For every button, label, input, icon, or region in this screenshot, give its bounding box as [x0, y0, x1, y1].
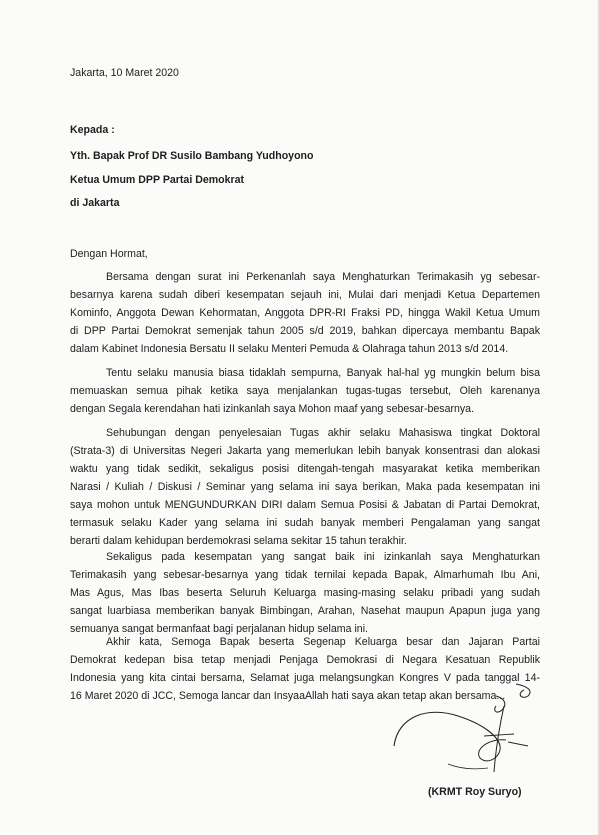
paragraph-line: Sekaligus pada kesempatan yang sangat baik ini izinkanlah saya Menghaturkan — [106, 551, 540, 563]
paragraph-line: Terimakasih yang sebesar-besarnya yang tidak ternilai kepada Bapak, Almarhumah Ibu Ani, — [70, 569, 540, 581]
recipient-title: Ketua Umum DPP Partai Demokrat — [70, 174, 245, 186]
paragraph-line: dalam Kabinet Indonesia Bersatu II selaku Menteri Pemuda & Olahraga tahun 2013 s/d 2014. — [70, 343, 509, 355]
paragraph-line: di DPP Partai Demokrat semenjak tahun 2005 s/d 2019, bahkan dipercaya membantu Bapak — [70, 325, 540, 337]
paragraph-line: dengan Segala kerendahan hati izinkanlah saya Mohon maaf yang sebesar-besarnya. — [70, 403, 475, 415]
paragraph-line: Sehubungan dengan penyelesaian Tugas akhir selaku Mahasiswa tingkat Doktoral — [106, 427, 540, 439]
paragraph-line: 16 Maret 2020 di JCC, Semoga lancar dan InsyaaAllah hati saya akan tetap akan bersama... — [70, 690, 506, 702]
signer-name: (KRMT Roy Suryo) — [428, 786, 522, 798]
paragraph-line: Indonesia yang kita cintai bersama, Selamat juga melangsungkan Kongres V pada tanggal 14- — [70, 672, 540, 684]
to-label: Kepada : — [70, 124, 115, 136]
handwritten-signature — [388, 676, 538, 786]
paragraph-line: Tentu selaku manusia biasa tidaklah sempurna, Banyak hal-hal yg mungkin belum bisa — [106, 367, 540, 379]
paragraph-2 — [70, 364, 540, 418]
paragraph-line: sangat luarbiasa memberikan banyak Bimbingan, Arahan, Nasehat maupun Apapun juga yang — [70, 605, 540, 617]
paragraph-line: besarnya karena sudah diberi kesempatan sejauh ini, Mulai dari menjadi Ketua Departemen — [70, 289, 540, 301]
paragraph-4 — [70, 548, 540, 638]
paragraph-line: berarti dalam kehidupan berdemokrasi selama sekitar 15 tahun terakhir. — [70, 535, 407, 547]
recipient-name: Yth. Bapak Prof DR Susilo Bambang Yudhoyono — [70, 150, 314, 162]
paragraph-line: memuaskan semua pihak ketika saya menjalankan tugas-tugas tersebut, Oleh karenanya — [70, 385, 540, 397]
paragraph-line: Akhir kata, Semoga Bapak beserta Segenap Keluarga besar dan Jajaran Partai — [106, 636, 540, 648]
paragraph-line: waktu yang tidak sedikit, sekaligus posisi ditengah-tengah masyarakat ketika memberikan — [70, 463, 540, 475]
salutation: Dengan Hormat, — [70, 248, 148, 260]
paragraph-line: Mas Agus, Mas Ibas beserta Seluruh Keluarga masing-masing selaku pribadi yang sudah — [70, 587, 540, 599]
paragraph-line: Kominfo, Anggota Dewan Kehormatan, Anggota DPR-RI Fraksi PD, hingga Wakil Ketua Umum — [70, 307, 540, 319]
letter-date: Jakarta, 10 Maret 2020 — [70, 67, 179, 79]
paragraph-line: (Strata-3) di Universitas Negeri Jakarta yang memerlukan lebih banyak konsentrasi dan alokasi — [70, 445, 540, 457]
paragraph-line: Narasi / Kuliah / Diskusi / Seminar yang selama ini saya berikan, Maka pada kesempatan ini — [70, 481, 540, 493]
paragraph-1 — [70, 268, 540, 358]
paragraph-line: saya mohon untuk MENGUNDURKAN DIRI dalam Semua Posisi & Jabatan di Partai Demokrat, — [70, 499, 540, 511]
paragraph-line: Bersama dengan surat ini Perkenanlah saya Menghaturkan Terimakasih yg sebesar- — [106, 271, 540, 283]
paragraph-line: termasuk selaku Kader yang selama ini sudah banyak memberi Pengalaman yang sangat — [70, 517, 540, 529]
paragraph-line: Demokrat kedepan bisa tetap menjadi Penjaga Demokrasi di Negara Kesatuan Republik — [70, 654, 540, 666]
paragraph-line: semuanya sangat bermanfaat bagi perjalanan hidup selama ini. — [70, 623, 368, 635]
paragraph-3 — [70, 424, 540, 550]
recipient-place: di Jakarta — [70, 197, 120, 209]
